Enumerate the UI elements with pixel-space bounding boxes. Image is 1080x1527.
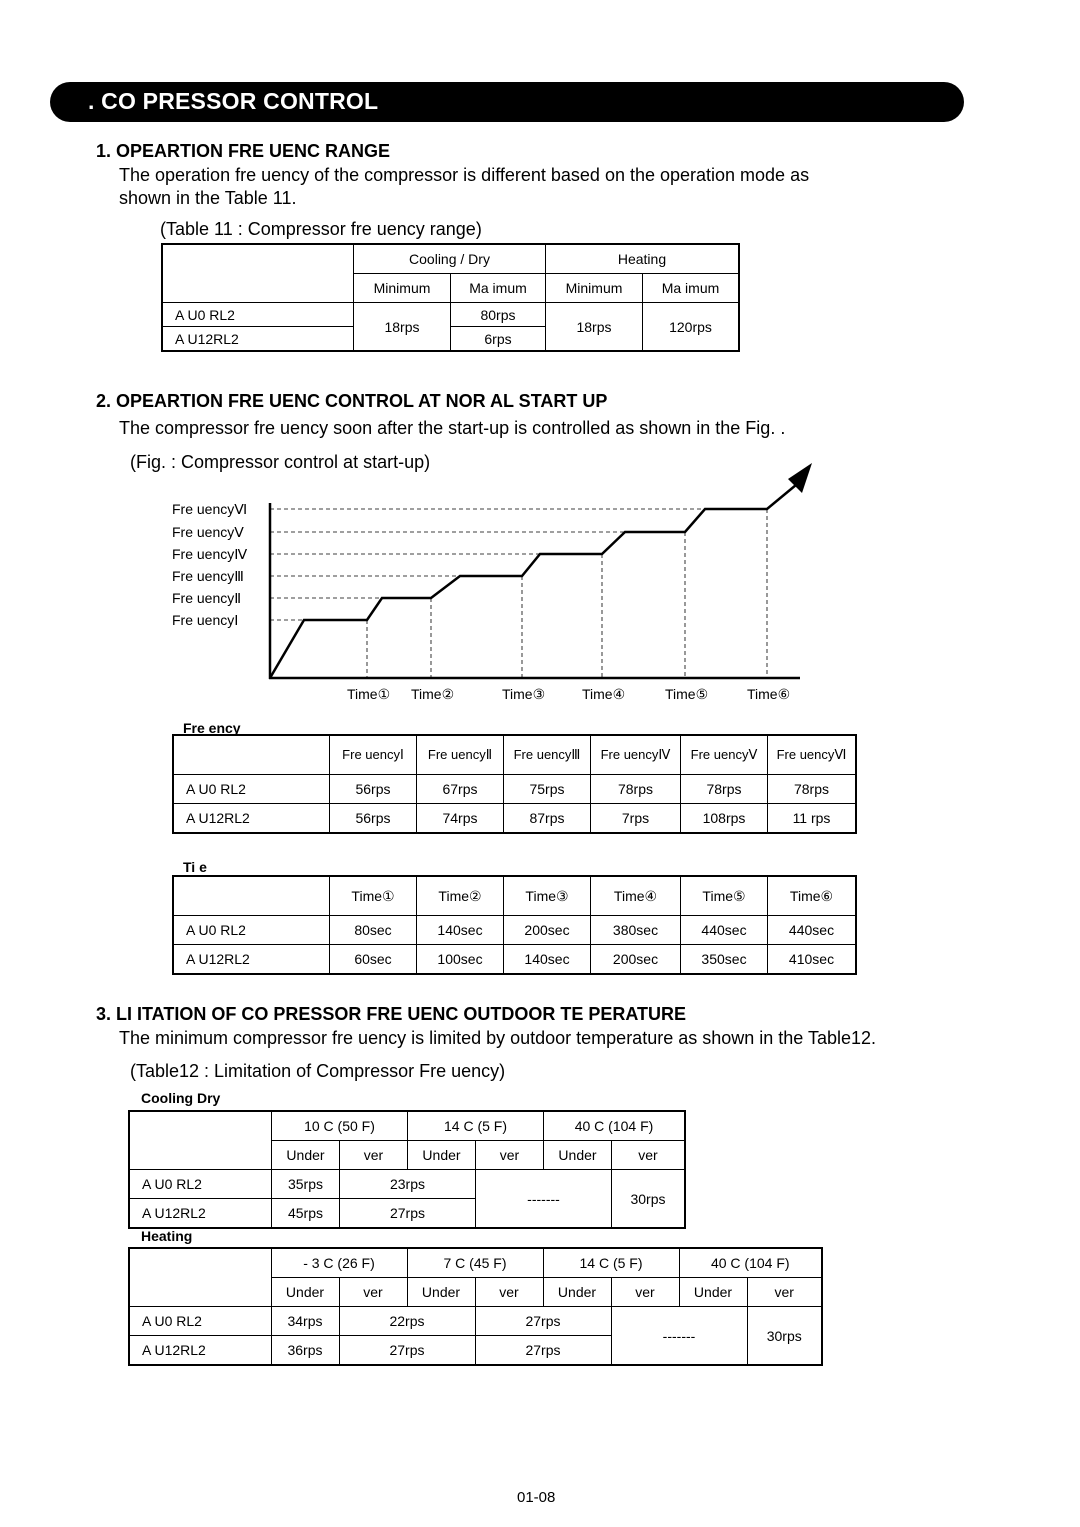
cooling-over-label: ver bbox=[476, 1141, 544, 1170]
cooling-under-label: Under bbox=[544, 1141, 612, 1170]
heating-over-label: ver bbox=[611, 1278, 679, 1307]
table11-row-model: A U0 RL2 bbox=[163, 303, 354, 327]
frequency-cell: 74rps bbox=[417, 804, 504, 833]
time-table bbox=[173, 876, 856, 974]
time-cell: 80sec bbox=[330, 916, 417, 945]
frequency-cell: 108rps bbox=[681, 804, 768, 833]
cooling-temp-header: 40 C (104 F) bbox=[544, 1112, 685, 1141]
frequency-header: Fre uencyⅡ bbox=[417, 736, 504, 775]
time-cell: 350sec bbox=[681, 945, 768, 974]
heating-under-label: Under bbox=[271, 1278, 339, 1307]
frequency-cell: 7rps bbox=[591, 804, 681, 833]
chart-time-label: Time③ bbox=[502, 686, 546, 702]
frequency-cell: 56rps bbox=[330, 775, 417, 804]
time-cell: 60sec bbox=[330, 945, 417, 974]
chart-time-label: Time⑤ bbox=[665, 686, 709, 702]
section2-text-line1: The compressor fre uency soon after the start-up is controlled as shown in the Fig. . bbox=[119, 418, 786, 438]
chart-level-label: Fre uencyⅠ bbox=[172, 612, 239, 628]
table11-row-model: A U12RL2 bbox=[163, 327, 354, 351]
cooling-cell: 45rps bbox=[272, 1199, 340, 1228]
time-cell: 200sec bbox=[504, 916, 591, 945]
heating-cell: 27rps bbox=[475, 1307, 611, 1336]
time-row-model: A U12RL2 bbox=[174, 945, 330, 974]
table11-heat-max: 120rps bbox=[643, 303, 739, 351]
table11-corner bbox=[163, 245, 354, 303]
frequency-cell: 11 rps bbox=[768, 804, 856, 833]
chart-level-label: Fre uencyⅣ bbox=[172, 546, 248, 562]
chart-time-label: Time④ bbox=[582, 686, 626, 702]
time-header: Time④ bbox=[591, 877, 681, 916]
table11-col-max: Ma imum bbox=[451, 274, 546, 303]
heating-temp-header: 7 C (45 F) bbox=[407, 1249, 543, 1278]
time-row-model: A U0 RL2 bbox=[174, 916, 330, 945]
frequency-cell: 56rps bbox=[330, 804, 417, 833]
frequency-table-corner bbox=[174, 736, 330, 775]
startup-frequency-chart bbox=[160, 455, 820, 710]
cooling-temp-header: 10 C (50 F) bbox=[272, 1112, 408, 1141]
time-table-corner bbox=[174, 877, 330, 916]
time-cell: 140sec bbox=[504, 945, 591, 974]
cooling-cell: 27rps bbox=[340, 1199, 476, 1228]
heating-limit-table bbox=[129, 1248, 822, 1365]
frequency-table bbox=[173, 735, 856, 833]
frequency-cell: 78rps bbox=[768, 775, 856, 804]
heating-cell: 27rps bbox=[339, 1336, 475, 1365]
frequency-row-model: A U0 RL2 bbox=[174, 775, 330, 804]
heating-over-label: ver bbox=[747, 1278, 822, 1307]
section1-heading: 1. OPEARTION FRE UENC RANGE bbox=[96, 141, 391, 161]
cooling-row-model: A U12RL2 bbox=[130, 1199, 272, 1228]
cooling-under-label: Under bbox=[272, 1141, 340, 1170]
heating-temp-header: 14 C (5 F) bbox=[543, 1249, 679, 1278]
frequency-row-model: A U12RL2 bbox=[174, 804, 330, 833]
time-cell: 200sec bbox=[591, 945, 681, 974]
section1-text-line1: The operation fre uency of the compressor is different based on the operation mode as bbox=[119, 165, 810, 185]
time-cell: 410sec bbox=[768, 945, 856, 974]
table11-cool-max: 80rps bbox=[451, 303, 546, 327]
frequency-cell: 87rps bbox=[504, 804, 591, 833]
page-number: 01-08 bbox=[517, 1489, 556, 1506]
frequency-header: Fre uencyⅤ bbox=[681, 736, 768, 775]
chart-level-label: Fre uencyⅢ bbox=[172, 568, 244, 584]
chart-level-label: Fre uencyⅡ bbox=[172, 590, 242, 606]
table11-frequency-range bbox=[162, 244, 739, 351]
table11-caption: (Table 11 : Compressor fre uency range) bbox=[160, 219, 482, 239]
heating-row-model: A U0 RL2 bbox=[130, 1307, 272, 1336]
heating-over-label: ver bbox=[339, 1278, 407, 1307]
cooling-over-label: ver bbox=[612, 1141, 685, 1170]
frequency-step-line bbox=[270, 480, 802, 678]
cooling-cell: 23rps bbox=[340, 1170, 476, 1199]
time-header: Time⑤ bbox=[681, 877, 768, 916]
frequency-header: Fre uencyⅠ bbox=[330, 736, 417, 775]
frequency-header: Fre uencyⅥ bbox=[768, 736, 856, 775]
chart-level-label: Fre uencyⅤ bbox=[172, 524, 244, 540]
heating-temp-header: 40 C (104 F) bbox=[679, 1249, 822, 1278]
heating-under-label: Under bbox=[543, 1278, 611, 1307]
figure-caption: (Fig. : Compressor control at start-up) bbox=[130, 452, 431, 472]
time-cell: 440sec bbox=[768, 916, 856, 945]
heating-cell: 34rps bbox=[271, 1307, 339, 1336]
time-table-title: Ti e bbox=[183, 859, 207, 875]
cooling-limit-table bbox=[129, 1111, 685, 1228]
heating-under-label: Under bbox=[407, 1278, 475, 1307]
frequency-header: Fre uencyⅣ bbox=[591, 736, 681, 775]
frequency-table-title: Fre ency bbox=[183, 720, 241, 736]
frequency-cell: 67rps bbox=[417, 775, 504, 804]
section-banner bbox=[50, 82, 964, 122]
time-header: Time① bbox=[330, 877, 417, 916]
heating-table-corner bbox=[130, 1249, 272, 1307]
time-cell: 140sec bbox=[417, 916, 504, 945]
heating-over-label: ver bbox=[475, 1278, 543, 1307]
chart-gridlines bbox=[270, 509, 767, 677]
table11-col-min: Minimum bbox=[546, 274, 643, 303]
cooling-table-title: Cooling Dry bbox=[141, 1090, 221, 1106]
time-header: Time② bbox=[417, 877, 504, 916]
table11-group-heating: Heating bbox=[546, 245, 739, 274]
chart-time-label: Time⑥ bbox=[747, 686, 791, 702]
section3-heading: 3. LI ITATION OF CO PRESSOR FRE UENC OUTDOOR TE PERATURE bbox=[96, 1004, 687, 1024]
frequency-cell: 75rps bbox=[504, 775, 591, 804]
cooling-cell: 35rps bbox=[272, 1170, 340, 1199]
chart-time-labels bbox=[347, 686, 790, 702]
time-cell: 440sec bbox=[681, 916, 768, 945]
heating-cell: 36rps bbox=[271, 1336, 339, 1365]
table11-col-min: Minimum bbox=[354, 274, 451, 303]
section3-text-line1: The minimum compressor fre uency is limited by outdoor temperature as shown in the Table12. bbox=[119, 1028, 877, 1048]
heating-row-model: A U12RL2 bbox=[130, 1336, 272, 1365]
frequency-header: Fre uencyⅢ bbox=[504, 736, 591, 775]
frequency-cell: 78rps bbox=[591, 775, 681, 804]
table11-col-max: Ma imum bbox=[643, 274, 739, 303]
cooling-table-corner bbox=[130, 1112, 272, 1170]
chart-level-label: Fre uencyⅥ bbox=[172, 501, 248, 517]
time-header: Time⑥ bbox=[768, 877, 856, 916]
banner-title: . CO PRESSOR CONTROL bbox=[88, 88, 379, 114]
time-cell: 100sec bbox=[417, 945, 504, 974]
cooling-dash-cell: ------- bbox=[476, 1170, 612, 1228]
table12-caption: (Table12 : Limitation of Compressor Fre uency) bbox=[130, 1061, 506, 1081]
cooling-last-cell: 30rps bbox=[612, 1170, 685, 1228]
heating-dash-cell: ------- bbox=[611, 1307, 747, 1365]
section2-heading: 2. OPEARTION FRE UENC CONTROL AT NOR AL START UP bbox=[96, 391, 608, 411]
cooling-over-label: ver bbox=[340, 1141, 408, 1170]
chart-time-label: Time① bbox=[347, 686, 391, 702]
frequency-cell: 78rps bbox=[681, 775, 768, 804]
heating-table-title: Heating bbox=[141, 1228, 193, 1244]
heating-cell: 22rps bbox=[339, 1307, 475, 1336]
heating-temp-header: - 3 C (26 F) bbox=[271, 1249, 407, 1278]
time-header: Time③ bbox=[504, 877, 591, 916]
table11-cool-max: 6rps bbox=[451, 327, 546, 351]
chart-time-label: Time② bbox=[411, 686, 455, 702]
heating-under-label: Under bbox=[679, 1278, 747, 1307]
cooling-under-label: Under bbox=[408, 1141, 476, 1170]
table11-cool-min: 18rps bbox=[354, 303, 451, 351]
heating-cell: 27rps bbox=[475, 1336, 611, 1365]
table11-heat-min: 18rps bbox=[546, 303, 643, 351]
chart-level-labels bbox=[172, 501, 247, 628]
time-cell: 380sec bbox=[591, 916, 681, 945]
heating-last-cell: 30rps bbox=[747, 1307, 822, 1365]
cooling-row-model: A U0 RL2 bbox=[130, 1170, 272, 1199]
table11-group-cooling: Cooling / Dry bbox=[354, 245, 546, 274]
section1-text-line2: shown in the Table 11. bbox=[119, 188, 297, 208]
cooling-temp-header: 14 C (5 F) bbox=[408, 1112, 544, 1141]
